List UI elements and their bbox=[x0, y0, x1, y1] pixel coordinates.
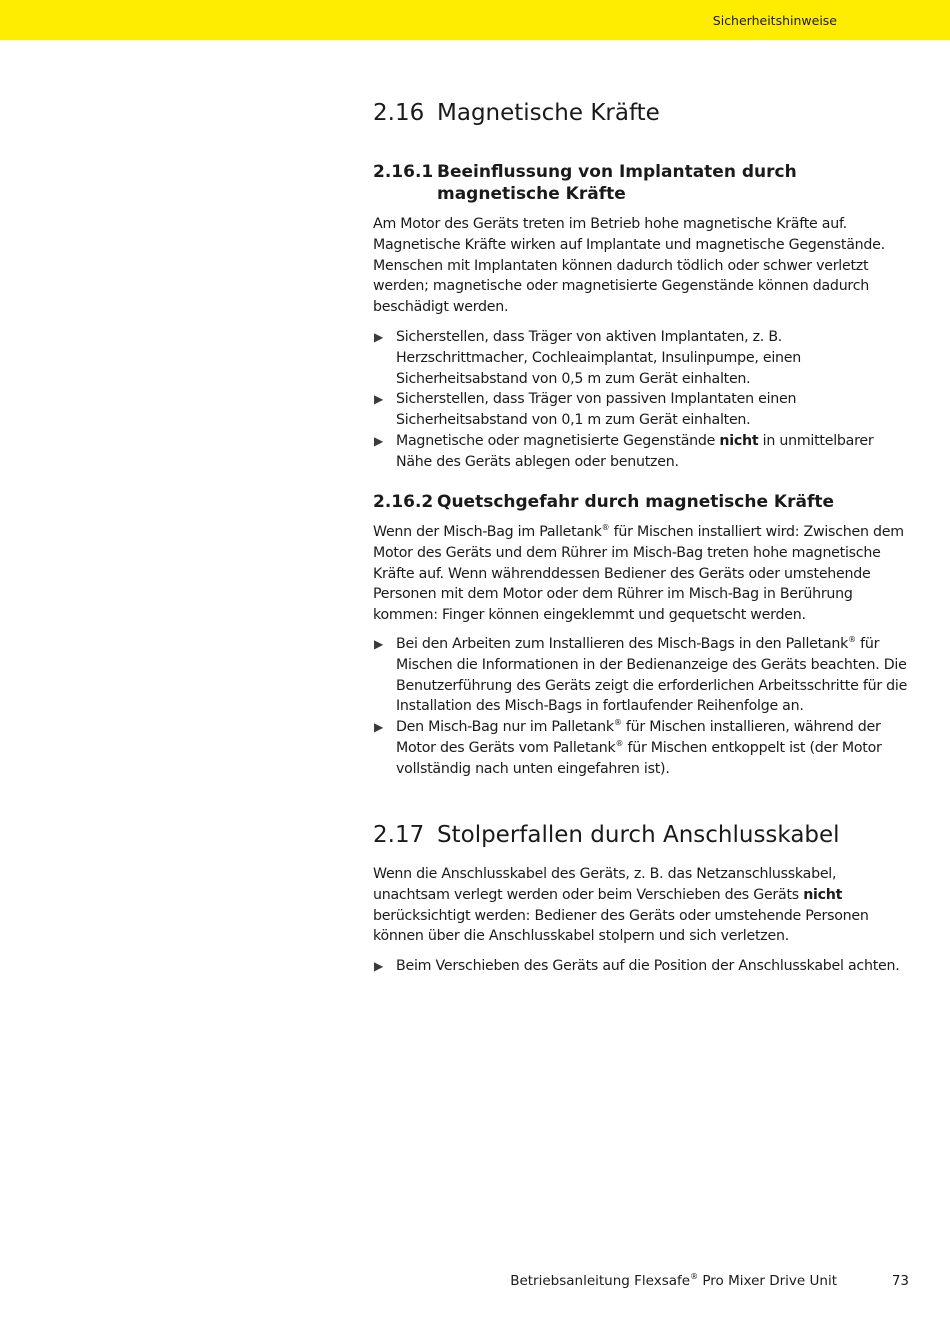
bullet-arrow-icon: ▶ bbox=[374, 433, 383, 448]
registered-mark: ® bbox=[613, 718, 622, 728]
paragraph-crushing: Wenn der Misch-Bag im Palletank® für Mischen installiert wird: Zwischen dem Motor des Geräts und dem Rührer im Misch-Bag treten hohe magnetische Kräfte auf. Wenn währenddessen Bediener des Geräts oder umstehende Personen mit dem Motor oder dem Rührer im Misch-Bag in Berührung kommen: Finger können eingeklemmt und gequetscht werden. bbox=[373, 523, 904, 624]
instruction-list-implants bbox=[373, 327, 913, 473]
paragraph-implants: Am Motor des Geräts treten im Betrieb hohe magnetische Kräfte auf. Magnetische Kräfte wirken auf Implantate und magnetische Gegenstände. Menschen mit Implantaten können dadurch tödlich oder schwer verletzt werden; magnetische oder magnetisierte Gegenstände können dadurch beschädigt werden. bbox=[373, 216, 885, 316]
list-item: ▶ Beim Verschieben des Geräts auf die Position der Anschlusskabel achten. bbox=[373, 956, 913, 977]
list-item: ▶ Magnetische oder magnetisierte Gegenstände nicht in unmittelbarer Nähe des Geräts ablegen oder benutzen. bbox=[374, 432, 874, 470]
bullet-arrow-icon: ▶ bbox=[374, 330, 383, 344]
bullet-arrow-icon: ▶ bbox=[374, 720, 383, 735]
bullet-arrow-icon: ▶ bbox=[374, 392, 383, 407]
running-header-title: Sicherheitshinweise bbox=[712, 13, 837, 28]
section-heading-2-16: 2.16 Magnetische Kräfte bbox=[373, 100, 660, 126]
subsection-heading-2-16-1: 2.16.1 Beeinflussung von Implantaten durch magnetische Kräfte bbox=[373, 162, 797, 204]
registered-mark: ® bbox=[690, 1272, 699, 1281]
instruction-list-cables bbox=[373, 956, 913, 977]
list-item: ▶ Sicherstellen, dass Träger von aktiven Implantaten, z. B. Herzschrittmacher, Cochleaimplantat, Insulinpumpe, einen Sicherheitsabstand von 0,5 m zum Gerät einhalten. bbox=[374, 329, 802, 387]
footer-document-title: Betriebsanleitung Flexsafe® Pro Mixer Drive Unit bbox=[510, 1272, 837, 1289]
page-number: 73 bbox=[891, 1273, 909, 1289]
registered-mark: ® bbox=[615, 738, 624, 748]
section-heading-2-17: 2.17 Stolperfallen durch Anschlusskabel bbox=[373, 822, 840, 848]
registered-mark: ® bbox=[601, 523, 610, 532]
paragraph-cables: Wenn die Anschlusskabel des Geräts, z. B. das Netzanschlusskabel, unachtsam verlegt werden oder beim Verschieben des Geräts nicht berücksichtigt werden: Bediener des Geräts oder umstehende Personen können über die Anschlusskabel stolpern und sich verletzen. bbox=[373, 866, 869, 945]
list-item: ▶ Den Misch-Bag nur im Palletank® für Mischen installieren, während der Motor des Geräts vom Palletank® für Mischen entkoppelt ist (der Motor vollständig nach unten eingefahren ist). bbox=[374, 718, 882, 777]
bullet-arrow-icon: ▶ bbox=[374, 959, 383, 973]
instruction-list-crushing bbox=[373, 634, 913, 780]
registered-mark: ® bbox=[848, 635, 856, 644]
bullet-arrow-icon: ▶ bbox=[374, 637, 383, 651]
header-bar bbox=[0, 0, 950, 40]
list-item: ▶ Sicherstellen, dass Träger von passiven Implantaten einen Sicherheitsabstand von 0,1 m zum Gerät einhalten. bbox=[374, 391, 797, 429]
list-item: ▶ Bei den Arbeiten zum Installieren des Misch-Bags in den Palletank® für Mischen die Informationen in der Bedienanzeige des Geräts beachten. Die Benutzerführung des Geräts zeigt die erforderlichen Arbeitsschritte für die Installation des Misch-Bags in fortlaufender Reihenfolge an. bbox=[374, 635, 908, 715]
subsection-heading-2-16-2: 2.16.2 Quetschgefahr durch magnetische Kräfte bbox=[373, 492, 835, 512]
